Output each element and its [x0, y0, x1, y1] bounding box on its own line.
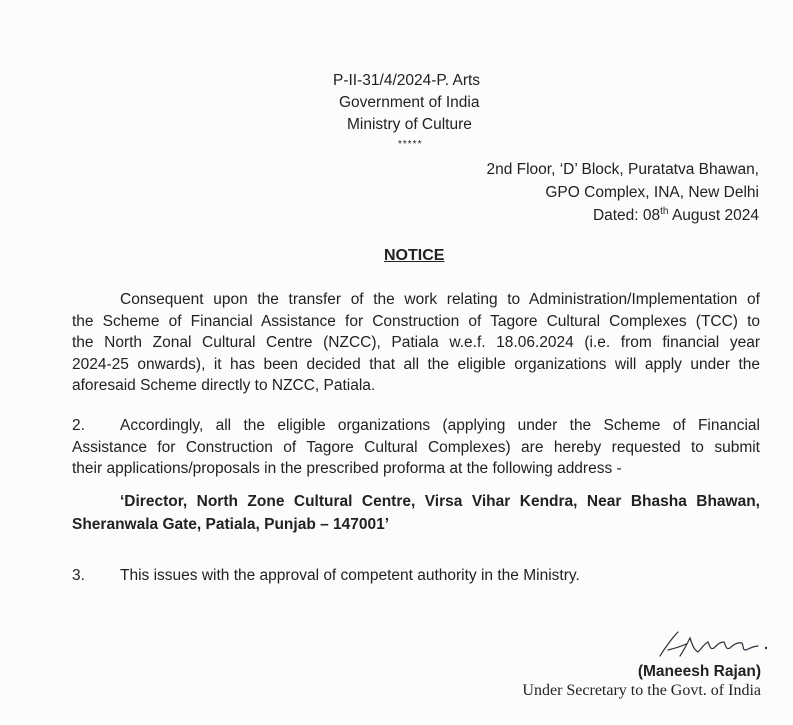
dated-prefix: Dated: 08 — [592, 207, 661, 225]
address-line-1: 2nd Floor, ‘D’ Block, Puratatva Bhawan, — [486, 161, 759, 178]
signatory-designation: Under Secretary to the Govt. of India — [522, 682, 761, 699]
paragraph-1 — [72, 289, 760, 397]
file-number: P-II-31/4/2024-P. Arts — [333, 72, 481, 89]
submission-address-line: Sheranwala Gate, Patiala, Punjab – 147001’ — [72, 516, 390, 533]
dated-line — [593, 206, 759, 225]
paragraph-2-line: Assistance for Construction of Tagore Cultural Complexes) are hereby requested to submit — [72, 438, 760, 456]
ministry-label: Ministry of Culture — [347, 116, 472, 133]
paragraph-3-text: This issues with the approval of competent authority in the Ministry. — [120, 567, 580, 584]
paragraph-1-line: Consequent upon the transfer of the work relating to Administration/Implementation of — [120, 291, 760, 308]
paragraph-2-line: their applications/proposals in the prescribed proforma at the following address - — [72, 460, 622, 477]
paragraph-1-line: the Scheme of Financial Assistance for Construction of Tagore Cultural Complexes (TCC) to — [72, 312, 760, 330]
dated-suffix: August 2024 — [668, 207, 759, 225]
signatory-name: (Maneesh Rajan) — [637, 663, 761, 680]
paragraph-2-line-text: Accordingly, all the eligible organizations (applying under the Scheme of Financial — [120, 417, 760, 434]
paragraph-2-number: 2. — [72, 417, 85, 434]
paragraph-1-line: 2024-25 onwards), it has been decided that all the eligible organizations will apply under the — [72, 355, 760, 373]
address-line-2: GPO Complex, INA, New Delhi — [545, 184, 759, 201]
submission-address — [72, 490, 760, 536]
paragraph-1-line: aforesaid Scheme directly to NZCC, Patiala. — [72, 377, 376, 394]
submission-address-line: ‘Director, North Zone Cultural Centre, Virsa Vihar Kendra, Near Bhasha Bhawan, — [120, 493, 760, 510]
handwritten-signature — [656, 628, 776, 662]
government-label: Government of India — [339, 94, 480, 111]
paragraph-2 — [72, 415, 760, 480]
paragraph-2-line — [72, 415, 760, 437]
notice-title: NOTICE — [384, 247, 445, 264]
stars-separator: ***** — [398, 139, 423, 150]
dated-superscript: th — [660, 206, 669, 217]
paragraph-3-number: 3. — [72, 567, 85, 584]
paragraph-3 — [72, 567, 580, 585]
paragraph-1-line: the North Zonal Cultural Centre (NZCC), Patiala w.e.f. 18.06.2024 (i.e. from financial year — [72, 334, 760, 351]
